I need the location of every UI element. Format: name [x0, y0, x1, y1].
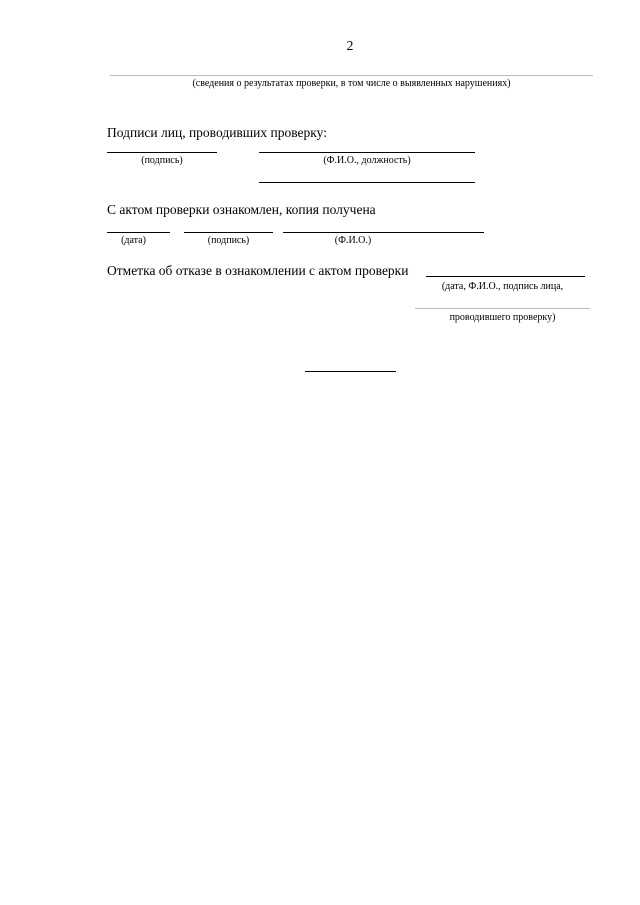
results-line: [110, 75, 593, 76]
ack-signature-caption: (подпись): [207, 235, 250, 246]
ack-date-line[interactable]: [107, 232, 170, 233]
ack-date-caption: (дата): [121, 235, 146, 246]
refusal-line-2[interactable]: [415, 308, 590, 309]
page-number: 2: [346, 38, 354, 53]
results-caption: (сведения о результатах проверки, в том числе о выявленных нарушениях): [192, 78, 511, 89]
inspector-signature-line[interactable]: [107, 152, 217, 153]
inspector-name-caption: (Ф.И.О., должность): [323, 155, 411, 166]
refusal-caption-line2: проводившего проверку): [449, 312, 556, 323]
refusal-heading: Отметка об отказе в ознакомлении с актом проверки: [107, 263, 409, 278]
inspectors-heading: Подписи лиц, проводивших проверку:: [107, 125, 327, 140]
end-separator: [305, 371, 396, 372]
acknowledgement-heading: С актом проверки ознакомлен, копия получена: [107, 202, 376, 217]
ack-name-line[interactable]: [283, 232, 484, 233]
refusal-caption-line1: (дата, Ф.И.О., подпись лица,: [441, 281, 564, 292]
ack-name-caption: (Ф.И.О.): [334, 235, 372, 246]
inspector-name-line-2[interactable]: [259, 182, 475, 183]
inspector-signature-caption: (подпись): [141, 155, 183, 166]
inspector-name-line[interactable]: [259, 152, 475, 153]
refusal-line[interactable]: [426, 276, 585, 277]
ack-signature-line[interactable]: [184, 232, 273, 233]
